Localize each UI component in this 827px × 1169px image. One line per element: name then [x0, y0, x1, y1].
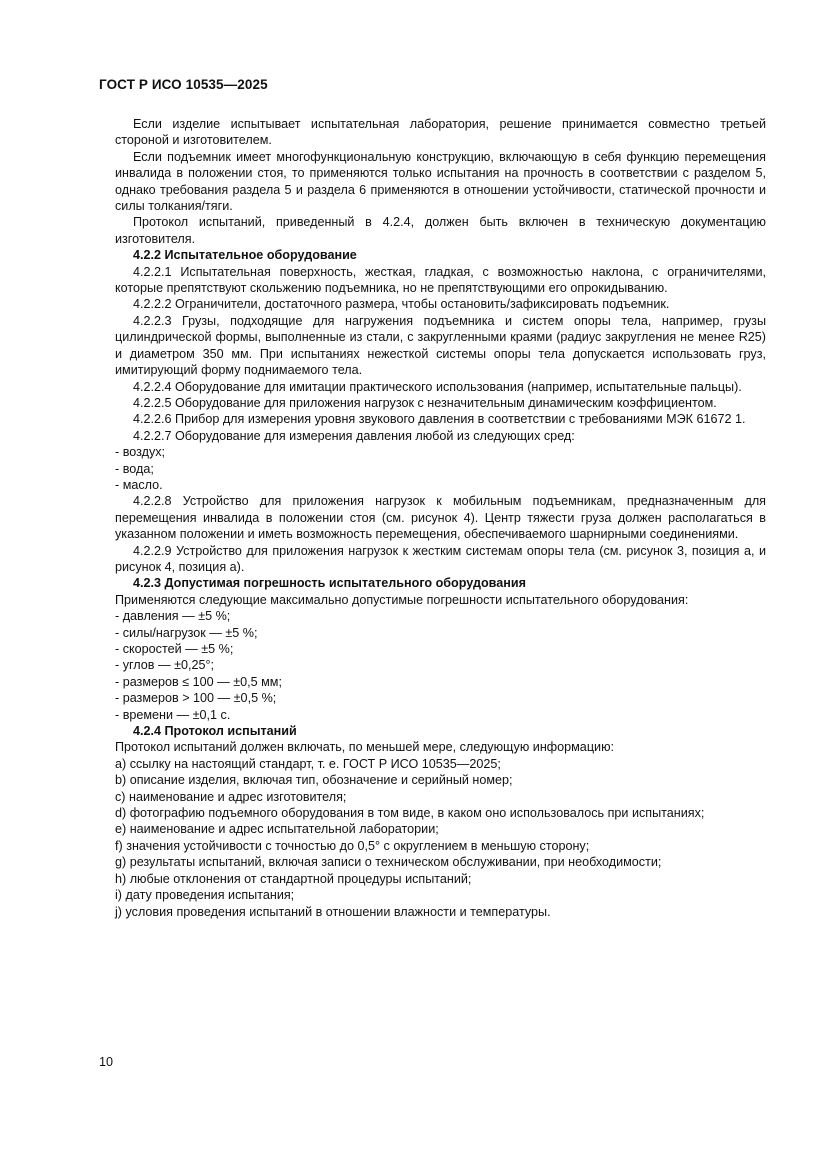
- list-item: g) результаты испытаний, включая записи о техническом обслуживании, при необходимости;: [115, 855, 662, 870]
- list-item: - времени — ±0,1 с.: [115, 707, 231, 722]
- list-item: - воздух;: [115, 445, 166, 460]
- section-heading-4-2-4: 4.2.4 Протокол испытаний: [133, 724, 297, 739]
- clause-4-2-2-2: 4.2.2.2 Ограничители, достаточного размера, чтобы остановить/зафиксировать подъемник.: [133, 297, 670, 312]
- list-item: - размеров > 100 — ±0,5 %;: [115, 691, 277, 706]
- clause-4-2-2-5: 4.2.2.5 Оборудование для приложения нагрузок с незначительным динамическим коэффициентом.: [133, 395, 717, 410]
- page-number: 10: [99, 1055, 114, 1069]
- clause-4-2-2-3: 4.2.2.3 Грузы, подходящие для нагружения подъемника и систем опоры тела, например, грузы цилиндрической формы, выполненные из стали, с закругленными краями (радиус закругления не менее R25) и диаметром 350 мм. При испытаниях нежесткой системы опоры тела допускается использовать груз, имитирующий форму поднимаемого тела.: [115, 313, 766, 378]
- list-item: - скоростей — ±5 %;: [115, 642, 234, 656]
- list-item: - масло.: [115, 477, 163, 492]
- list-item: b) описание изделия, включая тип, обозначение и серийный номер;: [115, 773, 513, 788]
- list-item: a) ссылку на настоящий стандарт, т. е. ГОСТ Р ИСО 10535—2025;: [115, 756, 501, 771]
- clause-4-2-2-8: 4.2.2.8 Устройство для приложения нагрузок к мобильным подъемникам, предназначенным для перемещения инвалида в положении стоя (см. рисунок 4). Центр тяжести груза должен располагаться в указанном положении и иметь возможность перемещения, обеспечиваемого шарнирными соединениями.: [115, 494, 766, 542]
- list-item: i) дату проведения испытания;: [115, 888, 295, 903]
- list-item: - размеров ≤ 100 — ±0,5 мм;: [115, 674, 282, 689]
- section-heading-4-2-2: 4.2.2 Испытательное оборудование: [133, 248, 357, 263]
- standard-header: ГОСТ Р ИСО 10535—2025: [99, 77, 268, 92]
- clause-4-2-2-7: 4.2.2.7 Оборудование для измерения давления любой из следующих сред:: [133, 428, 575, 443]
- list-intro: Применяются следующие максимально допустимые погрешности испытательного оборудования:: [115, 592, 689, 607]
- list-item: - давления — ±5 %;: [115, 609, 231, 624]
- clause-4-2-2-1: 4.2.2.1 Испытательная поверхность, жесткая, гладкая, с возможностью наклона, с ограничителями, которые препятствуют скольжению подъемника, но не препятствующими его опрокидыванию.: [115, 264, 766, 296]
- list-intro: Протокол испытаний должен включать, по меньшей мере, следующую информацию:: [115, 740, 615, 755]
- clause-4-2-2-6: 4.2.2.6 Прибор для измерения уровня звукового давления в соответствии с требованиями МЭК 61672 1.: [133, 412, 746, 427]
- paragraph: Если изделие испытывает испытательная лаборатория, решение принимается совместно третьей стороной и изготовителем.: [115, 117, 766, 148]
- list-item: j) условия проведения испытаний в отношении влажности и температуры.: [115, 904, 551, 919]
- page-body: [115, 116, 766, 920]
- list-item: f) значения устойчивости с точностью до 0,5° с округлением в меньшую сторону;: [115, 838, 590, 853]
- list-item: - вода;: [115, 461, 154, 476]
- clause-4-2-2-9: 4.2.2.9 Устройство для приложения нагрузок к жестким системам опоры тела (см. рисунок 3, позиция а, и рисунок 4, позиция а).: [115, 543, 766, 574]
- paragraph: Если подъемник имеет многофункциональную конструкцию, включающую в себя функцию перемещения инвалида в положении стоя, то применяются только испытания на прочность в соответствии с разделом 5, однако требования раздела 5 и раздела 6 применяются в отношении устойчивости, статической прочности и силы толкания/тяги.: [115, 149, 766, 214]
- clause-4-2-2-4: 4.2.2.4 Оборудование для имитации практического использования (например, испытательные пальцы).: [133, 379, 742, 394]
- paragraph: Протокол испытаний, приведенный в 4.2.4, должен быть включен в техническую документацию изготовителя.: [115, 215, 766, 246]
- list-item: c) наименование и адрес изготовителя;: [115, 789, 347, 804]
- list-item: - углов — ±0,25°;: [115, 658, 215, 673]
- section-heading-4-2-3: 4.2.3 Допустимая погрешность испытательного оборудования: [133, 576, 526, 591]
- list-item: d) фотографию подъемного оборудования в том виде, в каком оно использовалось при испытаниях;: [115, 806, 705, 821]
- list-item: h) любые отклонения от стандартной процедуры испытаний;: [115, 871, 472, 886]
- list-item: e) наименование и адрес испытательной лаборатории;: [115, 822, 439, 837]
- list-item: - силы/нагрузок — ±5 %;: [115, 625, 258, 640]
